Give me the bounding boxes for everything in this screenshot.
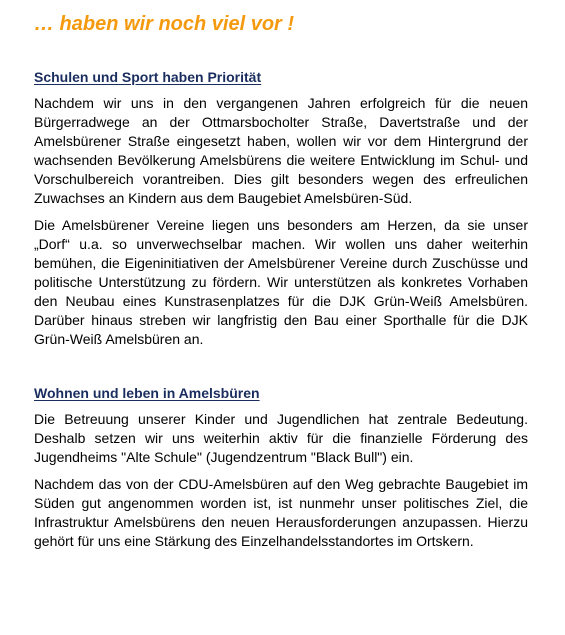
section-heading: Wohnen und leben in Amelsbüren [34, 385, 260, 401]
section-heading: Schulen und Sport haben Priorität [34, 69, 262, 85]
paragraph: Die Betreuung unserer Kinder und Jugendlichen hat zentrale Bedeutung. Deshalb setzen wir uns weiterhin aktiv für die finanzielle Förderung des Jugendheims "Alte Schule" (Jugendzentrum "Black Bull") ein. [34, 411, 528, 465]
paragraph: Die Amelsbürener Vereine liegen uns besonders am Herzen, da sie unser „Dorf“ u.a. so unverwechselbar machen. Wir wollen uns daher weiterhin bemühen, die Eigeninitiativen der Amelsbürener Vereine durch Zuschüsse und politische Unterstützung zu fördern. Wir unterstützen als konkretes Vorhaben den Neubau eines Kunstrasenplatzes für die DJK Grün-Weiß Amelsbüren. Darüber hinaus streben wir langfristig den Bau einer Sporthalle für die DJK Grün-Weiß Amelsbüren an. [34, 217, 528, 347]
paragraph: Nachdem das von der CDU-Amelsbüren auf den Weg gebrachte Baugebiet im Süden gut angenommen worden ist, ist nunmehr unser politisches Ziel, die Infrastruktur Amelsbürens den neuen Herausforderungen anzupassen. Hierzu gehört für uns eine Stärkung des Einzelhandelsstandortes im Ortskern. [34, 476, 528, 549]
section-schulen-sport [34, 68, 528, 357]
page-title: … haben wir noch viel vor ! [34, 13, 295, 35]
section-wohnen-leben [34, 384, 528, 559]
paragraph: Nachdem wir uns in den vergangenen Jahren erfolgreich für die neuen Bürgerradwege an der Ottmarsbocholter Straße, Davertstraße und der Amelsbürener Straße eingesetzt haben, wollen wir vor dem Hintergrund der wachsenden Bevölkerung Amelsbürens die weitere Entwicklung im Schul- und Vorschulbereich vorantreiben. Dies gilt besonders wegen des erfreulichen Zuwachses an Kindern aus dem Baugebiet Amelsbüren-Süd. [34, 95, 528, 206]
